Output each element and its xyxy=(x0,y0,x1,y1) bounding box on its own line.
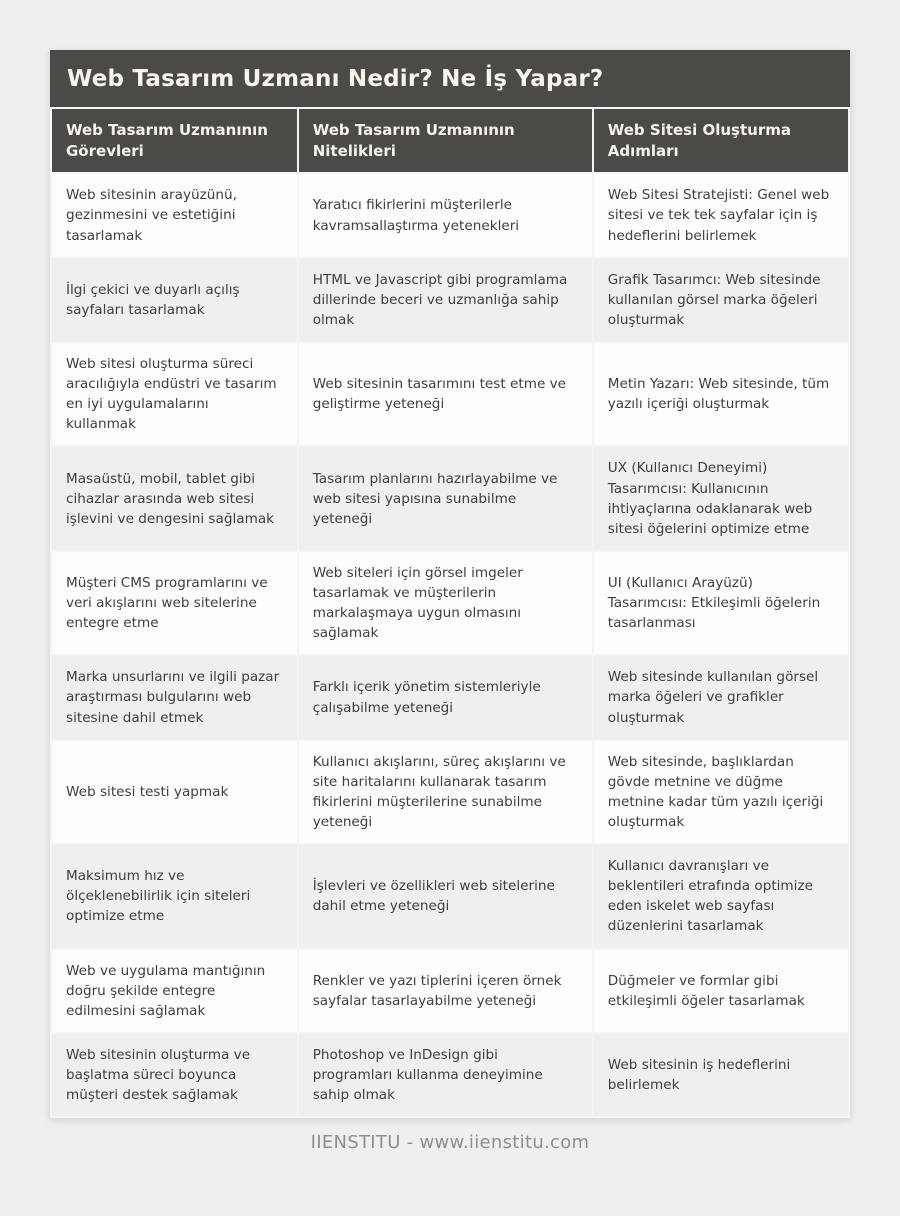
table-row xyxy=(52,552,848,654)
web-designer-table xyxy=(50,107,850,1118)
table-row xyxy=(52,656,848,738)
table-row xyxy=(52,1034,848,1116)
column-header-gorevleri: Web Tasarım Uzmanının Görevleri xyxy=(52,109,297,172)
table-row xyxy=(52,259,848,341)
page-title: Web Tasarım Uzmanı Nedir? Ne İş Yapar? xyxy=(50,50,850,107)
footer-attribution: IIENSTITU - www.iienstitu.com xyxy=(310,1132,590,1154)
table-cell: Web Sitesi Stratejisti: Genel web sitesi ve tek tek sayfalar için iş hedeflerini belirlemek xyxy=(594,174,848,256)
table-cell: Web siteleri için görsel imgeler tasarlamak ve müşterilerin markalaşmaya uygun olmasını sağlamak xyxy=(299,552,592,654)
table-cell: Farklı içerik yönetim sistemleriyle çalışabilme yeteneği xyxy=(299,656,592,738)
table-row xyxy=(52,343,848,445)
table-cell: HTML ve Javascript gibi programlama dillerinde beceri ve uzmanlığa sahip olmak xyxy=(299,259,592,341)
table-cell: Grafik Tasarımcı: Web sitesinde kullanılan görsel marka öğeleri oluşturmak xyxy=(594,259,848,341)
table-cell: Web sitesinin arayüzünü, gezinmesini ve estetiğini tasarlamak xyxy=(52,174,297,256)
table-row xyxy=(52,845,848,947)
table-header-row xyxy=(52,109,848,172)
table-row xyxy=(52,447,848,549)
table-cell: Web sitesi testi yapmak xyxy=(52,741,297,843)
table-cell: Web sitesinin oluşturma ve başlatma süreci boyunca müşteri destek sağlamak xyxy=(52,1034,297,1116)
table-cell: UX (Kullanıcı Deneyimi) Tasarımcısı: Kullanıcının ihtiyaçlarına odaklanarak web sitesi öğelerini optimize etme xyxy=(594,447,848,549)
table-cell: Müşteri CMS programlarını ve veri akışlarını web sitelerine entegre etme xyxy=(52,552,297,654)
table-cell: Düğmeler ve formlar gibi etkileşimli öğeler tasarlamak xyxy=(594,950,848,1032)
infographic-card xyxy=(50,50,850,1118)
table-cell: Metin Yazarı: Web sitesinde, tüm yazılı içeriği oluşturmak xyxy=(594,343,848,445)
table-cell: İşlevleri ve özellikleri web sitelerine dahil etme yeteneği xyxy=(299,845,592,947)
table-cell: Masaüstü, mobil, tablet gibi cihazlar arasında web sitesi işlevini ve dengesini sağlamak xyxy=(52,447,297,549)
table-cell: Web ve uygulama mantığının doğru şekilde entegre edilmesini sağlamak xyxy=(52,950,297,1032)
table-row xyxy=(52,741,848,843)
table-cell: Web sitesinde kullanılan görsel marka öğeleri ve grafikler oluşturmak xyxy=(594,656,848,738)
table-cell: İlgi çekici ve duyarlı açılış sayfaları tasarlamak xyxy=(52,259,297,341)
table-cell: Kullanıcı davranışları ve beklentileri etrafında optimize eden iskelet web sayfası düzenlerini tasarlamak xyxy=(594,845,848,947)
table-cell: Kullanıcı akışlarını, süreç akışlarını ve site haritalarını kullanarak tasarım fikirlerini müşterilerine sunabilme yeteneği xyxy=(299,741,592,843)
column-header-nitelikleri: Web Tasarım Uzmanının Nitelikleri xyxy=(299,109,592,172)
table-cell: Photoshop ve InDesign gibi programları kullanma deneyimine sahip olmak xyxy=(299,1034,592,1116)
table-row xyxy=(52,950,848,1032)
table-cell: Marka unsurlarını ve ilgili pazar araştırması bulgularını web sitesine dahil etmek xyxy=(52,656,297,738)
table-cell: Renkler ve yazı tiplerini içeren örnek sayfalar tasarlayabilme yeteneği xyxy=(299,950,592,1032)
table-row xyxy=(52,174,848,256)
table-cell: Tasarım planlarını hazırlayabilme ve web sitesi yapısına sunabilme yeteneği xyxy=(299,447,592,549)
column-header-adimlari: Web Sitesi Oluşturma Adımları xyxy=(594,109,848,172)
table-body xyxy=(52,174,848,1116)
table-header xyxy=(52,109,848,172)
table-cell: Web sitesinin tasarımını test etme ve geliştirme yeteneği xyxy=(299,343,592,445)
table-cell: Maksimum hız ve ölçeklenebilirlik için siteleri optimize etme xyxy=(52,845,297,947)
table-cell: Yaratıcı fikirlerini müşterilerle kavramsallaştırma yetenekleri xyxy=(299,174,592,256)
table-cell: Web sitesinin iş hedeflerini belirlemek xyxy=(594,1034,848,1116)
table-cell: Web sitesinde, başlıklardan gövde metnine ve düğme metnine kadar tüm yazılı içeriği oluşturmak xyxy=(594,741,848,843)
table-cell: UI (Kullanıcı Arayüzü) Tasarımcısı: Etkileşimli öğelerin tasarlanması xyxy=(594,552,848,654)
table-cell: Web sitesi oluşturma süreci aracılığıyla endüstri ve tasarım en iyi uygulamalarını kullanmak xyxy=(52,343,297,445)
